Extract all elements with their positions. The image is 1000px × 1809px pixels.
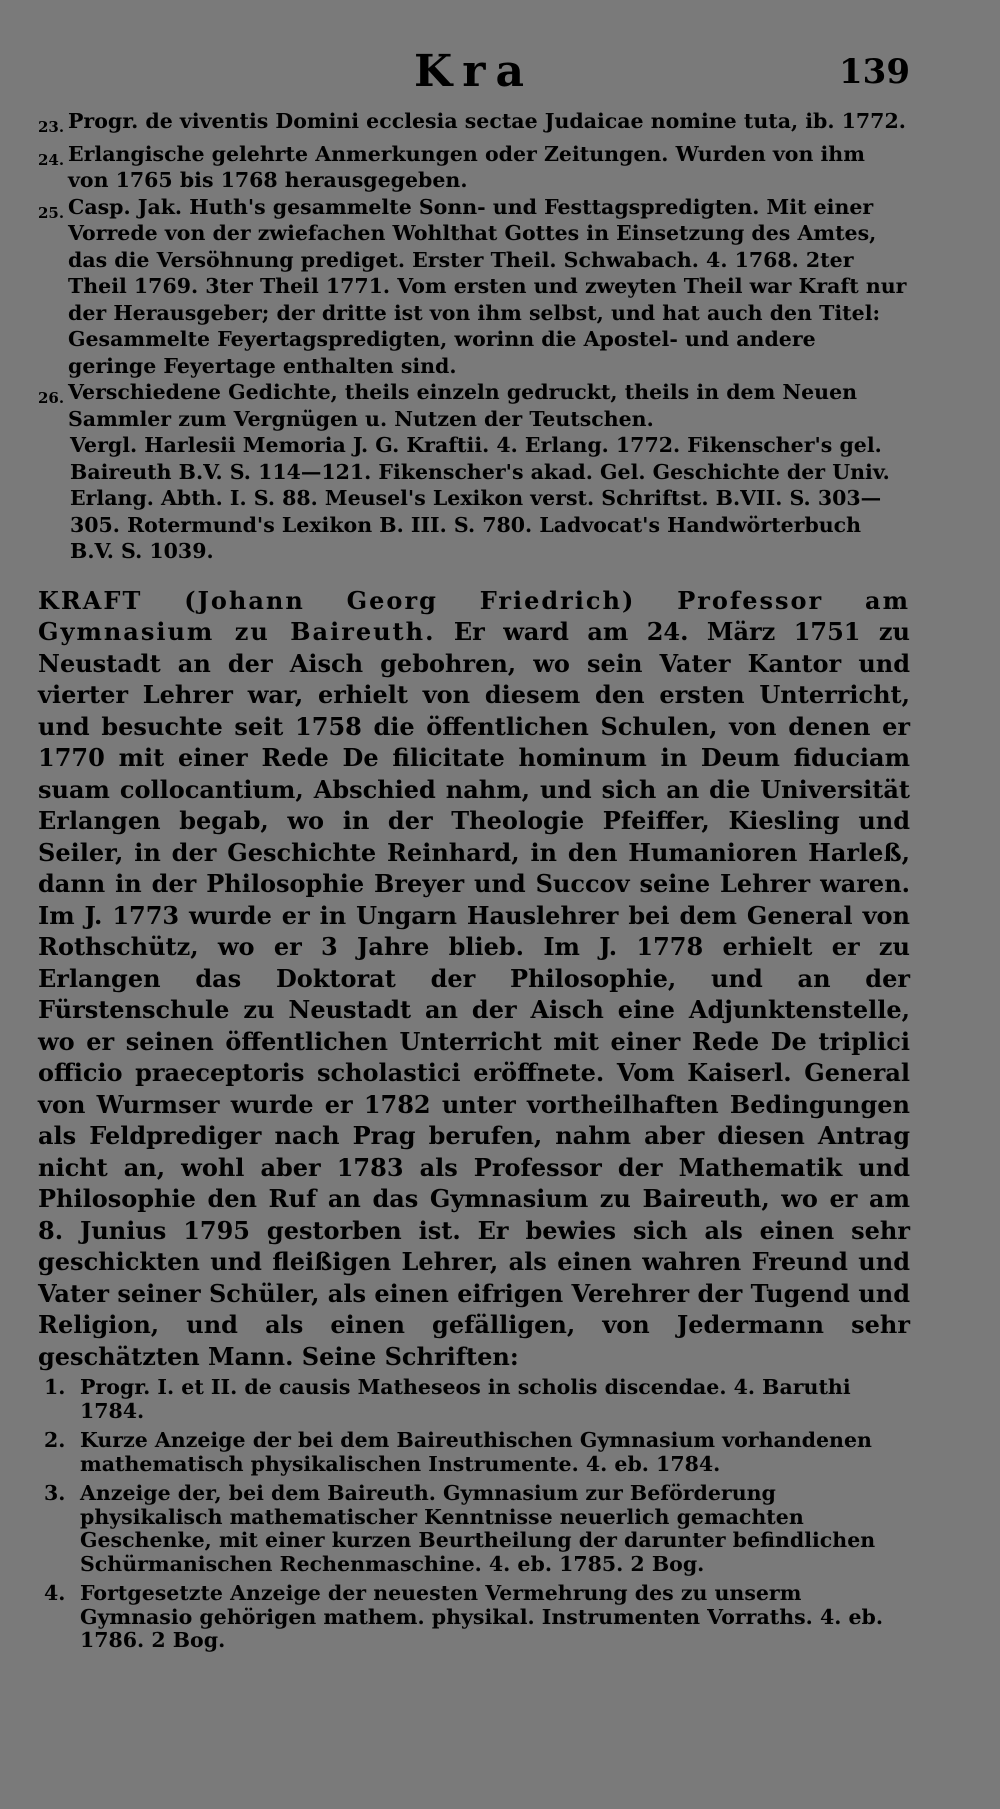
list-item [38, 1376, 910, 1423]
work-number: 2. [44, 1428, 66, 1452]
work-number: 1. [44, 1375, 66, 1399]
bibliography-list [38, 108, 910, 432]
entry-number: 23. [38, 118, 65, 136]
list-item [38, 141, 910, 194]
entry-number: 25. [38, 203, 65, 222]
list-item [38, 1482, 910, 1576]
work-text: Progr. I. et II. de causis Matheseos in scholis discendae. 4. Baruthi 1784. [80, 1375, 851, 1423]
entry-number: 24. [38, 150, 65, 169]
list-item [38, 379, 910, 432]
entry-number: 26. [38, 389, 65, 407]
entry-text: Verschiedene Gedichte, theils einzeln gedruckt, theils in dem Neuen Sammler zum Vergnügen u. Nutzen der Teutschen. [68, 380, 858, 431]
list-item [38, 1582, 910, 1653]
entry-text: Progr. de viventis Domini ecclesia sectae Judaicae nomine tuta, ib. 1772. [68, 109, 906, 133]
running-head: Kra [414, 46, 534, 97]
list-item [38, 108, 910, 141]
biography-lead: KRAFT (Johann Georg Friedrich) Professor am Gymnasium zu Baireuth. [38, 585, 910, 646]
works-list [38, 1376, 910, 1653]
list-item [38, 1429, 910, 1476]
biography-text: Er ward am 24. März 1751 zu Neustadt an der Aisch gebohren, wo sein Vater Kantor und vierter Lehrer war, erhielt von diesem den ersten Unterricht, und besuchte seit 1758 die öffentlichen Schulen, von denen er 1770 mit einer Rede De filicitate hominum in Deum fiduciam suam collocantium, Abschied nahm, und sich an die Universität Erlangen begab, wo in der Theologie Pfeiffer, Kiesling und Seiler, in der Geschichte Reinhard, in den Humanioren Harleß, dann in der Philosophie Breyer und Succov seine Lehrer waren. Im J. 1773 wurde er in Ungarn Hauslehrer bei dem General von Rothschütz, wo er 3 Jahre blieb. Im J. 1778 erhielt er zu Erlangen das Doktorat der Philosophie, und an der Fürstenschule zu Neustadt an der Aisch eine Adjunktenstelle, wo er seinen öffentlichen Unterricht mit einer Rede De triplici officio praeceptoris scholastici eröffnete. Vom Kaiserl. General von Wurmser wurde er 1782 unter vortheilhaften Bedingungen als Feldprediger nach Prag berufen, nahm aber diesen Antrag nicht an, wohl aber 1783 als Professor der Mathematik und Philosophie den Ruf an das Gymnasium zu Baireuth, wo er am 8. Junius 1795 gestorben ist. Er bewies sich als einen sehr geschickten und fleißigen Lehrer, als einen wahren Freund und Vater seiner Schüler, als einen eifrigen Verehrer der Tugend und Religion, und als einen gefälligen, von Jedermann sehr geschätzten Mann. Seine Schriften: [38, 617, 911, 1371]
biography-paragraph [38, 585, 910, 1373]
entry-text: Erlangische gelehrte Anmerkungen oder Zeitungen. Wurden von ihm von 1765 bis 1768 herausgegeben. [68, 141, 865, 192]
entry-text: Casp. Jak. Huth's gesammelte Sonn- und Festtagspredigten. Mit einer Vorrede von der zwiefachen Wohlthat Gottes in Einsetzung des Amtes, das die Versöhnung prediget. Erster Theil. Schwabach. 4. 1768. 2ter Theil 1769. 3ter Theil 1771. Vom ersten und zweyten Theil war Kraft nur der Herausgeber; der dritte ist von ihm selbst, und hat auch den Titel: Gesammelte Feyertagspredigten, worinn die Apostel- und andere geringe Feyertage enthalten sind. [68, 194, 907, 378]
work-number: 3. [44, 1481, 66, 1505]
work-text: Fortgesetzte Anzeige der neuesten Vermehrung des zu unserm Gymnasio gehörigen mathem. physikal. Instrumenten Vorraths. 4. eb. 1786. 2 Bog. [80, 1581, 884, 1652]
work-text: Anzeige der, bei dem Baireuth. Gymnasium zur Beförderung physikalisch mathematischer Kenntnisse neuerlich gemachten Geschenke, mit einer kurzen Beurtheilung der darunter befindlichen Schürmanischen Rechenmaschine. 4. eb. 1785. 2 Bog. [80, 1481, 876, 1576]
page-header [38, 40, 910, 100]
work-text: Kurze Anzeige der bei dem Baireuthischen Gymnasium vorhandenen mathematisch physikalischen Instrumente. 4. eb. 1784. [80, 1428, 872, 1476]
references: Vergl. Harlesii Memoria J. G. Kraftii. 4. Erlang. 1772. Fikenscher's gel. Baireuth B.V. S. 114—121. Fikenscher's akad. Gel. Geschichte der Univ. Erlang. Abth. I. S. 88. Meusel's Lexikon verst. Schriftst. B.VII. S. 303—305. Rotermund's Lexikon B. III. S. 780. Ladvocat's Handwörterbuch B.V. S. 1039. [70, 433, 890, 563]
list-item [38, 194, 910, 380]
page-number: 139 [839, 52, 910, 92]
work-number: 4. [44, 1581, 66, 1605]
